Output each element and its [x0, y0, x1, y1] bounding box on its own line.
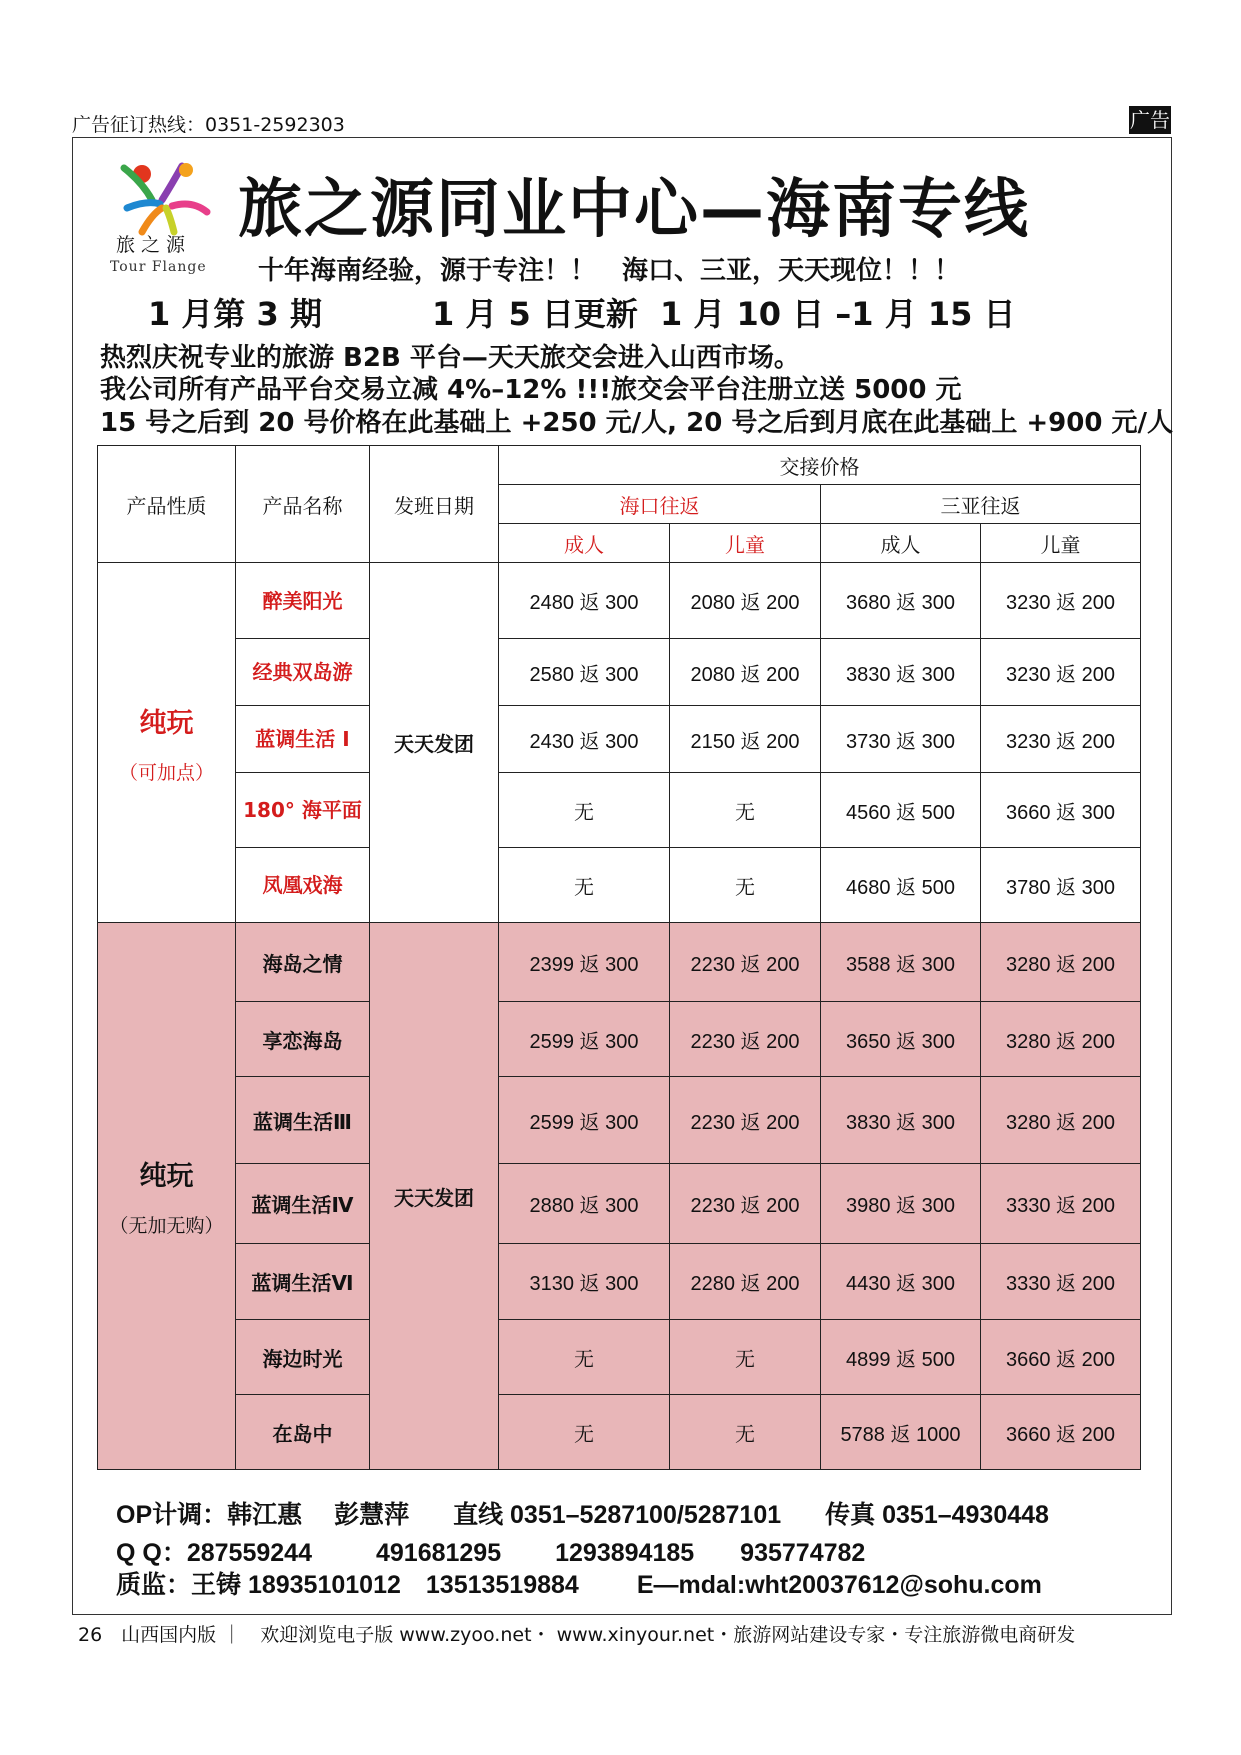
price-cell: 2580 返 300	[499, 639, 670, 706]
price-cell: 无	[499, 1320, 670, 1395]
contact-qc-line	[116, 1565, 1042, 1601]
product-name: 180° 海平面	[236, 773, 370, 848]
price-cell: 4430 返 300	[821, 1244, 981, 1320]
header-sanya-adult: 成人	[821, 524, 981, 563]
contact-qq-line	[116, 1533, 865, 1569]
table-row	[98, 1395, 1141, 1470]
category-label: 纯玩	[139, 707, 194, 739]
product-name: 蓝调生活 I	[236, 706, 370, 773]
price-cell: 3230 返 200	[981, 563, 1141, 639]
price-cell: 2230 返 200	[670, 1164, 821, 1244]
price-cell: 无	[670, 848, 821, 923]
date-range: 1 月 10 日 –1 月 15 日	[659, 295, 1016, 333]
qq-label: Q Q：	[116, 1539, 187, 1567]
price-cell: 3660 返 200	[981, 1395, 1141, 1470]
price-cell: 2150 返 200	[670, 706, 821, 773]
quality-control: 质监：王铸 18935101012 13513519884	[116, 1571, 579, 1599]
category-sub: （无加无购）	[109, 1215, 224, 1237]
header-type: 产品性质	[98, 446, 236, 563]
product-name: 凤凰戏海	[236, 848, 370, 923]
direct-line: 直线 0351–5287100/5287101	[453, 1501, 782, 1529]
header-sanya: 三亚往返	[821, 485, 1141, 524]
price-cell: 无	[499, 773, 670, 848]
price-cell: 4680 返 500	[821, 848, 981, 923]
price-cell: 3230 返 200	[981, 706, 1141, 773]
table-row	[98, 1244, 1141, 1320]
table-row	[98, 1077, 1141, 1164]
table-row	[98, 706, 1141, 773]
price-cell: 3660 返 300	[981, 773, 1141, 848]
fax-number: 传真 0351–4930448	[825, 1501, 1049, 1529]
notice-line-1: 热烈庆祝专业的旅游 B2B 平台—天天旅交会进入山西市场。	[100, 343, 800, 373]
price-cell: 3830 返 300	[821, 639, 981, 706]
email: E—mdal:wht20037612@sohu.com	[636, 1571, 1042, 1599]
price-cell: 3680 返 300	[821, 563, 981, 639]
price-cell: 2480 返 300	[499, 563, 670, 639]
price-cell: 2230 返 200	[670, 1077, 821, 1164]
price-cell: 3730 返 300	[821, 706, 981, 773]
qq-number: 491681295	[375, 1539, 502, 1567]
price-cell: 4899 返 500	[821, 1320, 981, 1395]
price-cell: 4560 返 500	[821, 773, 981, 848]
price-cell: 3780 返 300	[981, 848, 1141, 923]
period-line	[148, 289, 1016, 335]
table-row	[98, 1002, 1141, 1077]
notice-line-3: 15 号之后到 20 号价格在此基础上 +250 元/人, 20 号之后到月底在此基础上 +900 元/人	[100, 408, 1173, 438]
table-row	[98, 639, 1141, 706]
qq-number: 1293894185	[555, 1539, 695, 1567]
price-cell: 3130 返 300	[499, 1244, 670, 1320]
issue-number: 1 月第 3 期	[148, 295, 322, 333]
price-cell: 无	[499, 848, 670, 923]
table-row	[98, 1164, 1141, 1244]
price-cell: 无	[499, 1395, 670, 1470]
price-cell: 5788 返 1000	[821, 1395, 981, 1470]
price-cell: 3280 返 200	[981, 1002, 1141, 1077]
product-name: 海岛之情	[236, 923, 370, 1002]
price-cell: 3280 返 200	[981, 1077, 1141, 1164]
price-cell: 2399 返 300	[499, 923, 670, 1002]
price-cell: 2880 返 300	[499, 1164, 670, 1244]
price-cell: 无	[670, 1320, 821, 1395]
price-cell: 3650 返 300	[821, 1002, 981, 1077]
price-cell: 2080 返 200	[670, 639, 821, 706]
qq-number: 287559244	[186, 1539, 312, 1567]
header-price: 交接价格	[499, 446, 1141, 485]
header-haikou-child: 儿童	[670, 524, 821, 563]
price-cell: 2230 返 200	[670, 923, 821, 1002]
price-cell: 3330 返 200	[981, 1244, 1141, 1320]
notice-line-2: 我公司所有产品平台交易立减 4%–12% !!!旅交会平台注册立送 5000 元	[100, 375, 962, 405]
ad-hotline: 广告征订热线：0351-2592303	[72, 114, 345, 136]
table-row	[98, 848, 1141, 923]
logo-english: Tour Flange	[110, 259, 207, 275]
category-label: 纯玩	[139, 1161, 194, 1192]
page-title: 旅之源同业中心—海南专线	[238, 173, 1030, 247]
price-cell: 2599 返 300	[499, 1077, 670, 1164]
price-cell: 2280 返 200	[670, 1244, 821, 1320]
product-name: 海边时光	[236, 1320, 370, 1395]
price-cell: 无	[670, 1395, 821, 1470]
product-name: 经典双岛游	[236, 639, 370, 706]
price-cell: 3330 返 200	[981, 1164, 1141, 1244]
price-cell: 3830 返 300	[821, 1077, 981, 1164]
category-cell	[98, 923, 236, 1470]
product-name: 蓝调生活Ⅵ	[236, 1244, 370, 1320]
ad-tag: 广告	[1130, 108, 1170, 132]
price-cell: 无	[670, 773, 821, 848]
header-date: 发班日期	[370, 446, 499, 563]
product-name: 享恋海岛	[236, 1002, 370, 1077]
price-cell: 2080 返 200	[670, 563, 821, 639]
qq-number: 935774782	[740, 1539, 866, 1567]
product-name: 醉美阳光	[236, 563, 370, 639]
product-name: 蓝调生活Ⅲ	[236, 1077, 370, 1164]
price-cell: 3588 返 300	[821, 923, 981, 1002]
departure-cell: 天天发团	[370, 563, 499, 923]
category-sub: （可加点）	[118, 761, 214, 784]
price-cell: 3980 返 300	[821, 1164, 981, 1244]
header-name: 产品名称	[236, 446, 370, 563]
price-cell: 3280 返 200	[981, 923, 1141, 1002]
price-cell: 2230 返 200	[670, 1002, 821, 1077]
header-haikou-adult: 成人	[499, 524, 670, 563]
header-haikou: 海口往返	[499, 485, 821, 524]
op-contacts: OP计调：韩江惠 彭慧萍	[116, 1501, 410, 1529]
page-footer: 26 山西国内版 ｜ 欢迎浏览电子版 www.zyoo.net・ www.xinyour.net・旅游网站建设专家・专注旅游微电商研发	[78, 1624, 1076, 1646]
product-name: 蓝调生活Ⅳ	[236, 1164, 370, 1244]
table-row	[98, 1320, 1141, 1395]
slogan: 十年海南经验，源于专注！！ 海口、三亚，天天现位！！！	[258, 256, 961, 286]
contact-op-line	[116, 1495, 1049, 1531]
table-row	[98, 563, 1141, 639]
product-name: 在岛中	[236, 1395, 370, 1470]
price-table	[97, 445, 1141, 1470]
header-sanya-child: 儿童	[981, 524, 1141, 563]
category-cell	[98, 563, 236, 923]
price-cell: 3230 返 200	[981, 639, 1141, 706]
table-row	[98, 923, 1141, 1002]
price-cell: 2430 返 300	[499, 706, 670, 773]
price-cell: 2599 返 300	[499, 1002, 670, 1077]
departure-cell: 天天发团	[370, 923, 499, 1470]
price-cell: 3660 返 200	[981, 1320, 1141, 1395]
table-row	[98, 773, 1141, 848]
logo-chinese: 旅之源	[116, 234, 192, 256]
update-date: 1 月 5 日更新	[431, 295, 638, 333]
